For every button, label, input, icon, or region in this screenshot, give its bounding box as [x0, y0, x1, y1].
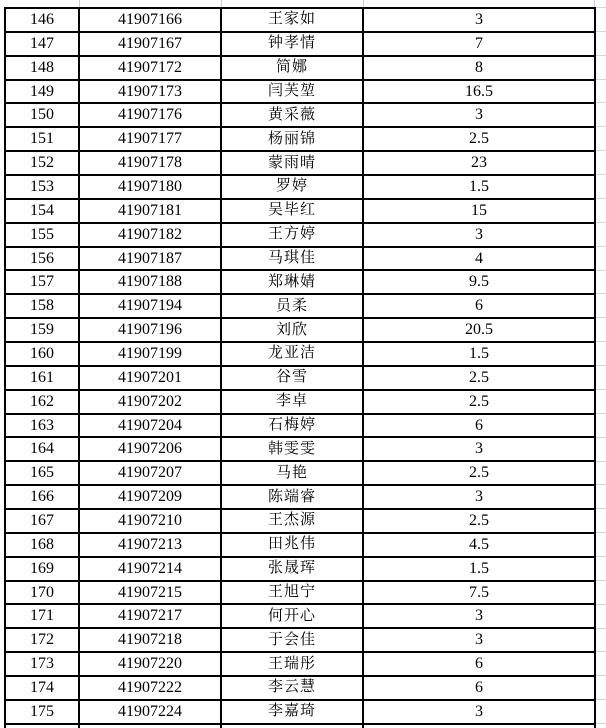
row-gridline: [596, 508, 606, 509]
cell-row-number[interactable]: 168: [6, 534, 80, 558]
cell-student-id[interactable]: 41907209: [80, 486, 222, 510]
cell-name[interactable]: 田兆伟: [222, 534, 364, 558]
cell-name[interactable]: 罗婷: [222, 176, 364, 200]
row-gridline: [596, 556, 606, 557]
cell-row-number[interactable]: 162: [6, 391, 80, 415]
cell-student-id[interactable]: 41907224: [80, 701, 222, 725]
row-gridline: [596, 723, 606, 724]
cell-score[interactable]: 1.5: [364, 343, 594, 367]
cell-name[interactable]: 蒙雨晴: [222, 152, 364, 176]
row-gridline: [596, 365, 606, 366]
cell-score[interactable]: 3: [364, 9, 594, 33]
cell-row-number[interactable]: 147: [6, 33, 80, 57]
cell-row-number[interactable]: 170: [6, 582, 80, 606]
row-gridline: [596, 461, 606, 462]
row-gridline: [596, 699, 606, 700]
cell-name[interactable]: 何开心: [222, 605, 364, 629]
cell-row-number[interactable]: 146: [6, 9, 80, 33]
cell-row-number[interactable]: 160: [6, 343, 80, 367]
cell-row-number[interactable]: 148: [6, 57, 80, 81]
cell-score[interactable]: 6: [364, 295, 594, 319]
cell-score[interactable]: 2.5: [364, 462, 594, 486]
cell-name[interactable]: 谷雪: [222, 367, 364, 391]
cell-name[interactable]: 李卓: [222, 391, 364, 415]
row-gridline: [596, 270, 606, 271]
cell-name[interactable]: 杨丽锦: [222, 128, 364, 152]
row-gridline: [596, 604, 606, 605]
cell-student-id[interactable]: 41907206: [80, 438, 222, 462]
cell-score[interactable]: 7.5: [364, 582, 594, 606]
row-gridline: [596, 317, 606, 318]
cell-row-number[interactable]: 171: [6, 605, 80, 629]
cell-name[interactable]: 刘欣: [222, 319, 364, 343]
row-gridline: [596, 246, 606, 247]
cell-row-number[interactable]: 155: [6, 224, 80, 248]
cell-student-id[interactable]: 41907188: [80, 271, 222, 295]
column-gridline: [594, 0, 595, 7]
cell-name[interactable]: 王家如: [222, 9, 364, 33]
cell-name[interactable]: 黄采薇: [222, 104, 364, 128]
cell-name[interactable]: 张晟珲: [222, 558, 364, 582]
cell-score[interactable]: 7: [364, 33, 594, 57]
row-gridline: [596, 532, 606, 533]
cell-name[interactable]: 韩雯雯: [222, 438, 364, 462]
cell-score[interactable]: 2.5: [364, 391, 594, 415]
cell-student-id[interactable]: 41907196: [80, 319, 222, 343]
cell-student-id[interactable]: 41907202: [80, 391, 222, 415]
row-gridline: [596, 102, 606, 103]
cell-score[interactable]: 8: [364, 57, 594, 81]
cell-row-number[interactable]: 169: [6, 558, 80, 582]
cell-row-number[interactable]: 172: [6, 629, 80, 653]
row-gridline: [596, 174, 606, 175]
cell-name[interactable]: 马琪佳: [222, 248, 364, 272]
cell-score[interactable]: 2.5: [364, 510, 594, 534]
cell-score[interactable]: 15: [364, 200, 594, 224]
cell-row-number[interactable]: 161: [6, 367, 80, 391]
row-gridline: [596, 675, 606, 676]
cell-name[interactable]: 马艳: [222, 462, 364, 486]
cell-score[interactable]: 4: [364, 248, 594, 272]
cell-score[interactable]: 9.5: [364, 271, 594, 295]
cell-student-id[interactable]: 41907176: [80, 104, 222, 128]
cell-row-number[interactable]: 150: [6, 104, 80, 128]
cell-score[interactable]: 3: [364, 629, 594, 653]
cell-name[interactable]: 石梅婷: [222, 415, 364, 439]
cell-name[interactable]: 钟孝情: [222, 33, 364, 57]
cell-name[interactable]: 简娜: [222, 57, 364, 81]
cell-student-id[interactable]: 41907187: [80, 248, 222, 272]
cell-row-number[interactable]: 164: [6, 438, 80, 462]
cell-row-number[interactable]: 173: [6, 653, 80, 677]
cell-row-number[interactable]: 174: [6, 677, 80, 701]
cell-name[interactable]: 李云慧: [222, 677, 364, 701]
cell-student-id[interactable]: 41907204: [80, 415, 222, 439]
cell-student-id[interactable]: 41907178: [80, 152, 222, 176]
cell-student-id[interactable]: 41907177: [80, 128, 222, 152]
cell-score[interactable]: 6: [364, 677, 594, 701]
column-gridline: [79, 0, 80, 7]
cell-row-number[interactable]: 154: [6, 200, 80, 224]
cell-score[interactable]: 23: [364, 152, 594, 176]
row-gridline: [596, 580, 606, 581]
row-gridline: [596, 293, 606, 294]
row-gridline: [596, 437, 606, 438]
cell-score[interactable]: 3: [364, 104, 594, 128]
row-gridline: [596, 651, 606, 652]
row-gridline: [596, 79, 606, 80]
cell-score[interactable]: 1.5: [364, 176, 594, 200]
cell-student-id[interactable]: 41907180: [80, 176, 222, 200]
cell-student-id[interactable]: 41907182: [80, 224, 222, 248]
sheet-table: [4, 7, 596, 728]
row-gridline: [596, 126, 606, 127]
cell-name[interactable]: 于会佳: [222, 629, 364, 653]
cell-score[interactable]: 6: [364, 653, 594, 677]
cell-score[interactable]: 3: [364, 438, 594, 462]
cell-name[interactable]: 王瑞彤: [222, 653, 364, 677]
cell-row-number[interactable]: 166: [6, 486, 80, 510]
cell-row-number[interactable]: 175: [6, 701, 80, 725]
cell-row-number[interactable]: 165: [6, 462, 80, 486]
cell-row-number[interactable]: 159: [6, 319, 80, 343]
row-gridline: [596, 628, 606, 629]
cell-name[interactable]: 闫芙堃: [222, 81, 364, 105]
cell-student-id[interactable]: 41907172: [80, 57, 222, 81]
row-gridline: [596, 413, 606, 414]
row-gridline: [596, 484, 606, 485]
cell-name[interactable]: 王方婷: [222, 224, 364, 248]
cell-student-id[interactable]: 41907199: [80, 343, 222, 367]
cell-score[interactable]: 3: [364, 486, 594, 510]
cell-name[interactable]: 李嘉琦: [222, 701, 364, 725]
cell-score[interactable]: 1.5: [364, 558, 594, 582]
cell-student-id[interactable]: 41907213: [80, 534, 222, 558]
cell-student-id[interactable]: 41907167: [80, 33, 222, 57]
row-gridline: [596, 389, 606, 390]
cell-student-id[interactable]: 41907222: [80, 677, 222, 701]
cell-name[interactable]: 陈端睿: [222, 486, 364, 510]
cell-score[interactable]: 16.5: [364, 81, 594, 105]
column-gridline: [363, 0, 364, 7]
row-gridline: [596, 55, 606, 56]
cell-student-id[interactable]: 41907166: [80, 9, 222, 33]
cell-score[interactable]: 3: [364, 701, 594, 725]
cell-row-number[interactable]: 151: [6, 128, 80, 152]
cell-student-id[interactable]: 41907218: [80, 629, 222, 653]
row-gridline: [596, 341, 606, 342]
cell-row-number[interactable]: 167: [6, 510, 80, 534]
row-gridline: [596, 150, 606, 151]
cell-student-id[interactable]: 41907214: [80, 558, 222, 582]
cell-name[interactable]: 龙亚洁: [222, 343, 364, 367]
cell-row-number[interactable]: 157: [6, 271, 80, 295]
cell-name[interactable]: 王旭宁: [222, 582, 364, 606]
cell-student-id[interactable]: 41907194: [80, 295, 222, 319]
cell-student-id[interactable]: 41907201: [80, 367, 222, 391]
row-gridline: [596, 198, 606, 199]
cell-row-number[interactable]: 156: [6, 248, 80, 272]
cell-score[interactable]: 2.5: [364, 128, 594, 152]
cell-score[interactable]: 3: [364, 224, 594, 248]
cell-score[interactable]: 4.5: [364, 534, 594, 558]
cell-student-id[interactable]: 41907207: [80, 462, 222, 486]
cell-name[interactable]: 吴毕红: [222, 200, 364, 224]
column-gridline: [221, 0, 222, 7]
cell-row-number[interactable]: 158: [6, 295, 80, 319]
cell-row-number[interactable]: 152: [6, 152, 80, 176]
row-gridline: [596, 222, 606, 223]
cell-student-id[interactable]: 41907210: [80, 510, 222, 534]
cell-score[interactable]: 20.5: [364, 319, 594, 343]
cell-name[interactable]: 郑琳婧: [222, 271, 364, 295]
cell-student-id[interactable]: 41907173: [80, 81, 222, 105]
cell-row-number[interactable]: 153: [6, 176, 80, 200]
cell-student-id[interactable]: 41907217: [80, 605, 222, 629]
cell-score[interactable]: 3: [364, 605, 594, 629]
cell-score[interactable]: 6: [364, 415, 594, 439]
cell-row-number[interactable]: 149: [6, 81, 80, 105]
cell-name[interactable]: 员柔: [222, 295, 364, 319]
cell-name[interactable]: 王杰源: [222, 510, 364, 534]
cell-student-id[interactable]: 41907220: [80, 653, 222, 677]
cell-student-id[interactable]: 41907215: [80, 582, 222, 606]
row-gridline: [596, 31, 606, 32]
row-gridline: [596, 7, 606, 8]
cell-row-number[interactable]: 163: [6, 415, 80, 439]
cell-student-id[interactable]: 41907181: [80, 200, 222, 224]
cell-score[interactable]: 2.5: [364, 367, 594, 391]
